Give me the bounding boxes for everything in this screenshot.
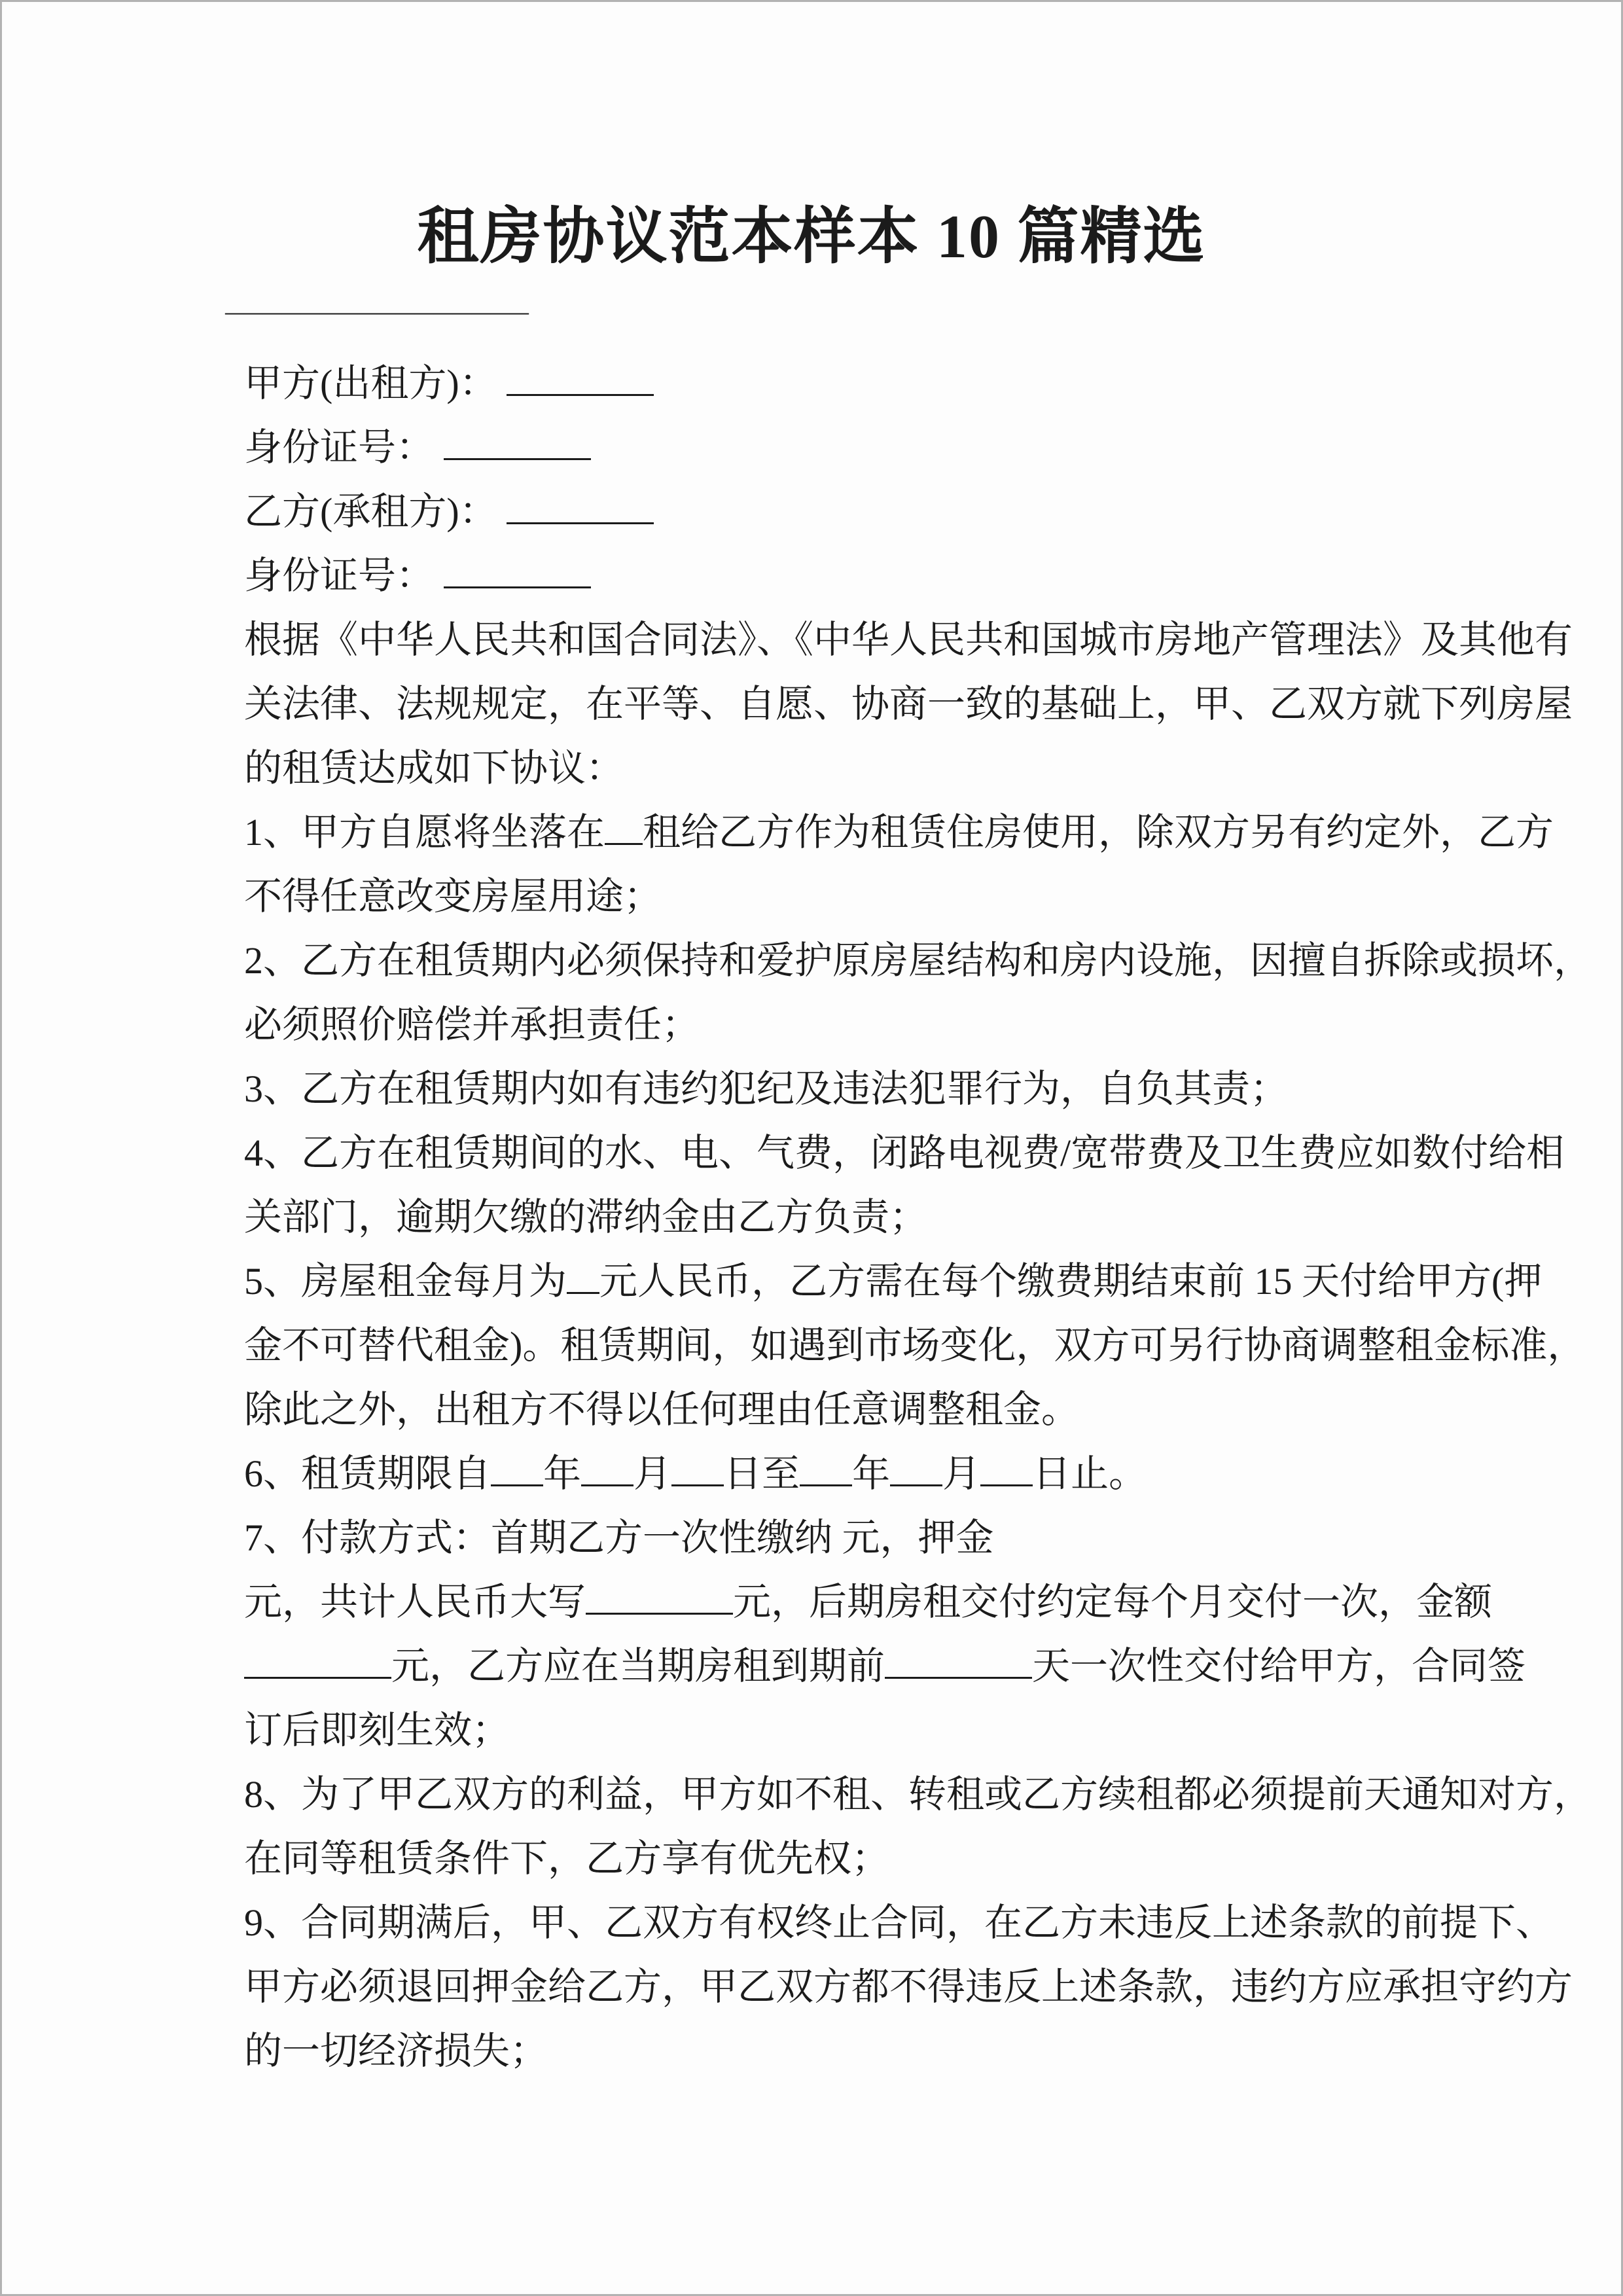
body-line — [244, 1249, 1543, 1314]
body-line — [244, 1506, 1396, 1570]
body-line — [244, 1378, 1396, 1442]
body-line — [244, 1891, 1554, 1955]
text-run: 年 — [543, 1452, 582, 1495]
body-line — [244, 993, 1396, 1057]
body-line — [244, 416, 1396, 480]
body-line — [244, 608, 1573, 672]
text-run: 元，乙方应在当期房租到期前 — [391, 1645, 885, 1687]
body-line — [244, 1057, 1396, 1121]
text-run: 元，后期房租交付约定每个月交付一次，金额 — [733, 1581, 1493, 1623]
text-run: 的一切经济损失； — [244, 2030, 548, 2072]
text-run: 订后即刻生效； — [244, 1709, 510, 1751]
text-run: 月 — [633, 1452, 672, 1495]
body-line — [244, 1955, 1573, 2019]
body-line — [244, 1185, 1396, 1249]
blank-underline — [605, 843, 643, 845]
text-run: 在同等租赁条件下，乙方享有优先权； — [244, 1837, 890, 1880]
blank-underline — [586, 1613, 733, 1615]
text-run: 3、乙方在租赁期内如有违约犯纪及违法犯罪行为，自负其责； — [244, 1067, 1289, 1110]
text-run: 日止。 — [1033, 1452, 1147, 1495]
blank-underline — [491, 1484, 543, 1486]
text-run: 身份证号： — [244, 554, 444, 597]
body-line — [244, 672, 1573, 736]
body-line — [244, 736, 1396, 800]
document-body — [244, 351, 1592, 2083]
blank-underline — [444, 586, 591, 588]
document-title: 租房协议范本样本 10 篇精选 — [417, 203, 1206, 271]
text-run: 天一次性交付给甲方，合同签 — [1032, 1645, 1526, 1687]
body-line — [244, 1314, 1586, 1378]
body-line — [244, 1634, 1526, 1698]
body-line — [244, 1570, 1493, 1634]
text-run: 日至 — [724, 1452, 800, 1495]
text-run: 7、付款方式：首期乙方一次性缴纳 元，押金 — [244, 1516, 994, 1559]
blank-underline — [567, 1292, 599, 1294]
text-run: 年 — [852, 1452, 891, 1495]
body-line — [244, 1698, 1396, 1763]
blank-underline — [444, 458, 591, 460]
blank-underline — [980, 1484, 1033, 1486]
text-run: 甲方必须退回押金给乙方，甲乙双方都不得违反上述条款，违约方应承担守约方 — [244, 1965, 1573, 2008]
blank-underline — [890, 1484, 942, 1486]
text-run: 甲方(出租方)： — [244, 362, 507, 404]
body-line — [244, 1121, 1565, 1185]
body-line — [244, 544, 1396, 608]
text-run: 8、为了甲乙双方的利益，甲方如不租、转租或乙方续租都必须提前天通知对方， — [244, 1773, 1592, 1816]
text-run: 元，共计人民币大写 — [244, 1581, 586, 1623]
text-run: 关部门，逾期欠缴的滞纳金由乙方负责； — [244, 1196, 928, 1238]
text-run: 6、租赁期限自 — [244, 1452, 491, 1495]
text-run: 5、房屋租金每月为 — [244, 1260, 567, 1302]
blank-underline — [581, 1484, 633, 1486]
text-run: 关法律、法规规定，在平等、自愿、协商一致的基础上，甲、乙双方就下列房屋 — [244, 683, 1573, 725]
blank-underline — [671, 1484, 724, 1486]
text-run: 乙方(承租方)： — [244, 490, 507, 533]
divider-dashes: ———————————————— — [225, 302, 529, 323]
text-run: 租给乙方作为租赁住房使用，除双方另有约定外，乙方 — [643, 811, 1554, 853]
body-line — [244, 480, 1396, 544]
body-line — [244, 1442, 1396, 1506]
body-line — [244, 1827, 1396, 1891]
blank-underline — [507, 522, 654, 524]
text-run: 4、乙方在租赁期间的水、电、气费，闭路电视费/宽带费及卫生费应如数付给相 — [244, 1132, 1565, 1174]
text-run: 1、甲方自愿将坐落在 — [244, 811, 605, 853]
blank-underline — [800, 1484, 852, 1486]
blank-underline — [244, 1677, 391, 1679]
body-line — [244, 351, 1396, 416]
body-line — [244, 2019, 1396, 2083]
body-line — [244, 1763, 1592, 1827]
text-run: 金不可替代租金)。租赁期间，如遇到市场变化，双方可另行协商调整租金标准， — [244, 1324, 1586, 1367]
text-run: 必须照价赔偿并承担责任； — [244, 1003, 700, 1046]
text-run: 根据《中华人民共和国合同法》、《中华人民共和国城市房地产管理法》及其他有 — [244, 619, 1573, 661]
text-run: 不得任意改变房屋用途； — [244, 875, 662, 918]
text-run: 9、合同期满后，甲、乙双方有权终止合同，在乙方未违反上述条款的前提下、 — [244, 1901, 1554, 1944]
body-line — [244, 929, 1592, 993]
body-line — [244, 865, 1396, 929]
body-line — [244, 800, 1554, 865]
text-run: 除此之外，出租方不得以任何理由任意调整租金。 — [244, 1388, 1080, 1431]
text-run: 月 — [942, 1452, 981, 1495]
text-run: 2、乙方在租赁期内必须保持和爱护原房屋结构和房内设施，因擅自拆除或损坏， — [244, 939, 1592, 982]
text-run: 元人民币，乙方需在每个缴费期结束前 15 天付给甲方(押 — [599, 1260, 1543, 1302]
blank-underline — [885, 1677, 1032, 1679]
blank-underline — [507, 394, 654, 396]
text-run: 身份证号： — [244, 426, 444, 469]
text-run: 的租赁达成如下协议： — [244, 747, 624, 789]
